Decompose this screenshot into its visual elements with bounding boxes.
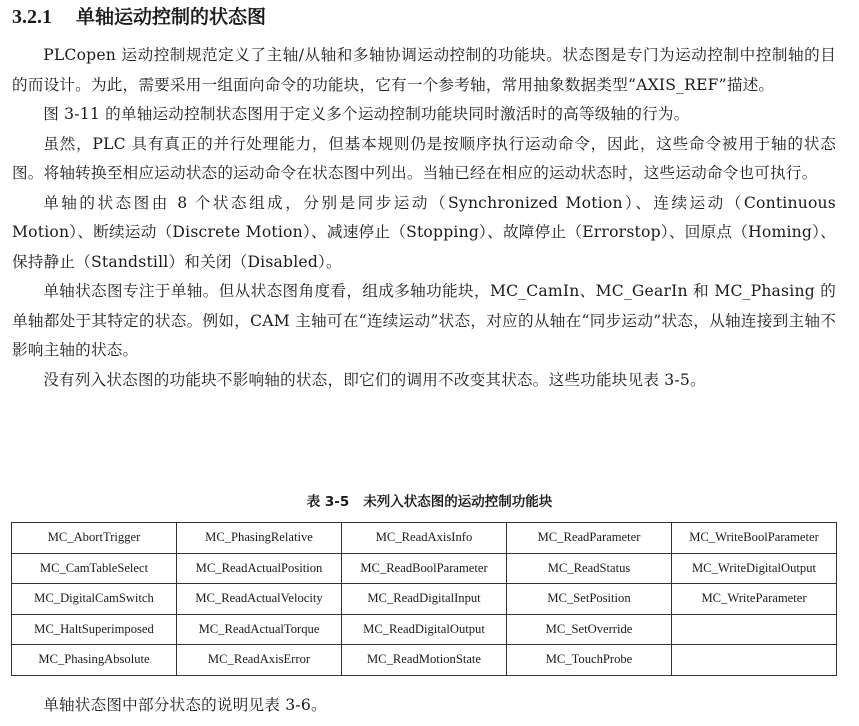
table-row [12, 553, 837, 584]
table-cell: MC_ReadMotionState [342, 645, 507, 676]
table-cell-empty [672, 645, 837, 676]
table-cell: MC_WriteBoolParameter [672, 523, 837, 554]
function-block-table [11, 522, 837, 676]
table-number: 表 3-5 [306, 494, 350, 510]
table-cell: MC_HaltSuperimposed [12, 614, 177, 645]
table-row [12, 645, 837, 676]
table-cell-empty [672, 614, 837, 645]
section-heading [12, 4, 266, 30]
paragraph: 图 3-11 的单轴运动控制状态图用于定义多个运动控制功能块同时激活时的高等级轴的行为。 [43, 105, 690, 123]
table-cell: MC_ReadActualVelocity [177, 584, 342, 615]
table-cell: MC_ReadDigitalInput [342, 584, 507, 615]
table-cell: MC_PhasingAbsolute [12, 645, 177, 676]
table-cell: MC_ReadParameter [507, 523, 672, 554]
table-cell: MC_CamTableSelect [12, 553, 177, 584]
table-cell: MC_SetOverride [507, 614, 672, 645]
table-cell: MC_TouchProbe [507, 645, 672, 676]
table-cell: MC_WriteParameter [672, 584, 837, 615]
table-caption [0, 491, 859, 513]
table-cell: MC_ReadActualTorque [177, 614, 342, 645]
paragraph: 单轴的状态图由 8 个状态组成，分别是同步运动（Synchronized Motion）、连续运动（Continuous Motion）、断续运动（Discrete Motion）、减速停止（Stopping）、故障停止（Errorstop）、回原点（Homing）、保持静止（Standstill）和关闭（Disabled）。 [12, 193, 836, 271]
table-cell: MC_AbortTrigger [12, 523, 177, 554]
table-row [12, 584, 837, 615]
table-cell: MC_ReadActualPosition [177, 553, 342, 584]
table-title: 未列入状态图的运动控制功能块 [363, 494, 553, 510]
table-cell: MC_ReadAxisError [177, 645, 342, 676]
table-cell: MC_ReadStatus [507, 553, 672, 584]
table-row [12, 523, 837, 554]
paragraph: 单轴状态图专注于单轴。但从状态图角度看，组成多轴功能块，MC_CamIn、MC_GearIn 和 MC_Phasing 的单轴都处于其特定的状态。例如，CAM 主轴可在“连续运动”状态，对应的从轴在“同步运动”状态，从轴连接到主轴不影响主轴的状态。 [12, 282, 836, 359]
section-number: 3.2.1 [12, 6, 52, 28]
table-cell: MC_DigitalCamSwitch [12, 584, 177, 615]
table-cell: MC_ReadAxisInfo [342, 523, 507, 554]
paragraph: 虽然，PLC 具有真正的并行处理能力，但基本规则仍是按顺序执行运动命令，因此，这些命令被用于轴的状态图。将轴转换至相应运动状态的运动命令在状态图中列出。当轴已经在相应的运动状态时，这些运动命令也可执行。 [12, 134, 836, 182]
body-text [12, 41, 836, 395]
paragraph: PLCopen 运动控制规范定义了主轴/从轴和多轴协调运动控制的功能块。状态图是专门为运动控制中控制轴的目的而设计。为此，需要采用一组面向命令的功能块，它有一个参考轴，常用抽象数据类型“AXIS_REF”描述。 [12, 46, 836, 94]
closing-text [12, 691, 836, 721]
section-title: 单轴运动控制的状态图 [76, 6, 267, 28]
table-cell: MC_ReadBoolParameter [342, 553, 507, 584]
table-cell: MC_WriteDigitalOutput [672, 553, 837, 584]
table-cell: MC_ReadDigitalOutput [342, 614, 507, 645]
table-cell: MC_PhasingRelative [177, 523, 342, 554]
paragraph: 没有列入状态图的功能块不影响轴的状态，即它们的调用不改变其状态。这些功能块见表 3-5。 [43, 370, 706, 389]
closing-paragraph: 单轴状态图中部分状态的说明见表 3-6。 [43, 696, 327, 714]
table-cell: MC_SetPosition [507, 584, 672, 615]
table-row [12, 614, 837, 645]
